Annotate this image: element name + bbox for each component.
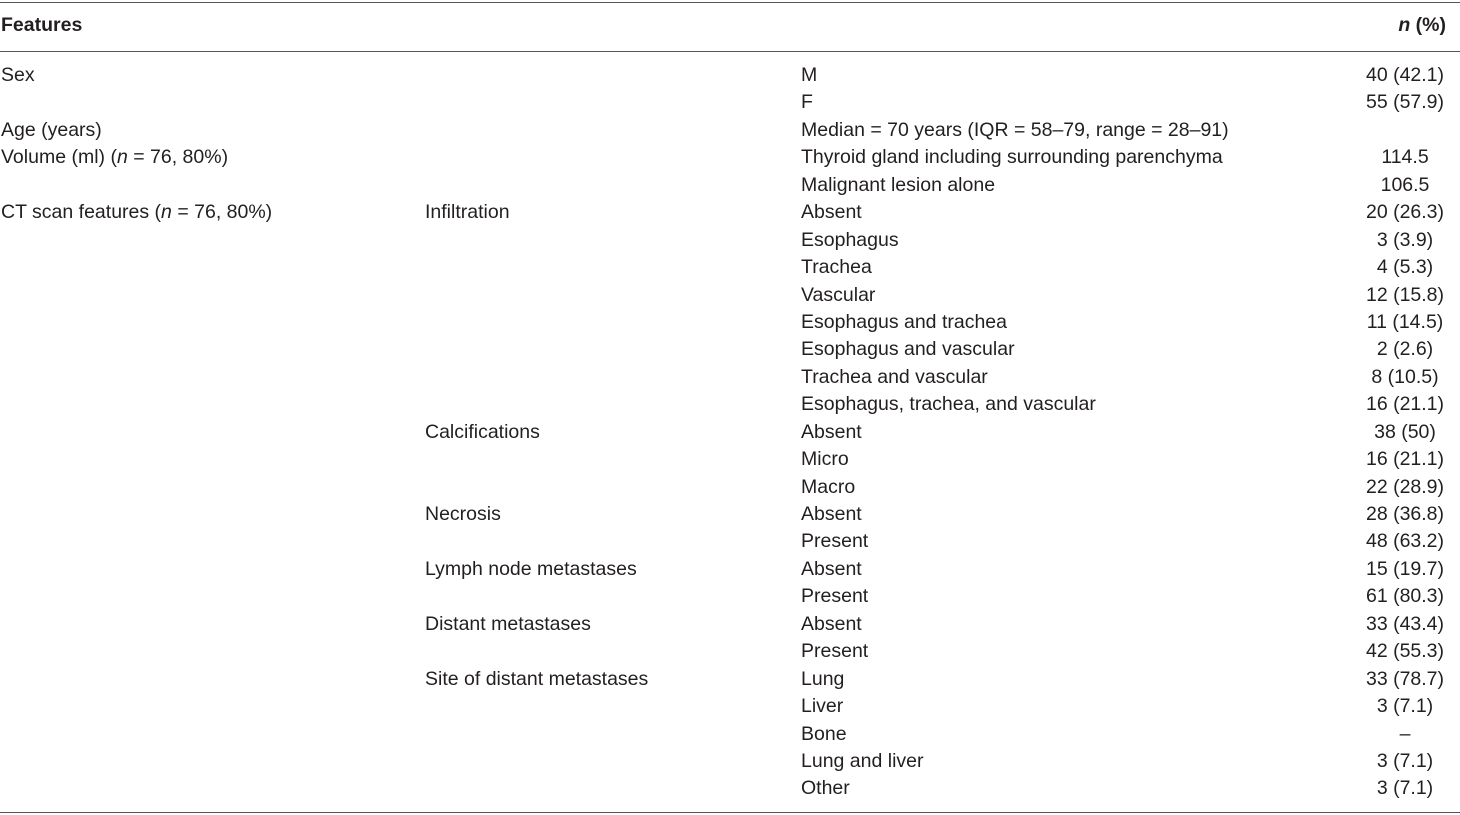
table-row bbox=[0, 199, 1460, 226]
table-row bbox=[0, 117, 1460, 144]
cell-value: 48 (63.2) bbox=[1365, 530, 1445, 553]
table-header-row bbox=[0, 12, 1460, 42]
cell-category: Absent bbox=[801, 557, 862, 580]
header-n-rest: (%) bbox=[1410, 14, 1446, 36]
cell-feature-italic: n bbox=[116, 146, 128, 169]
table-row bbox=[0, 693, 1460, 720]
cell-category: M bbox=[801, 64, 818, 86]
cell-category: Present bbox=[801, 640, 869, 663]
table-row bbox=[0, 309, 1460, 336]
table-row bbox=[0, 336, 1460, 363]
cell-value: 40 (42.1) bbox=[1365, 64, 1445, 86]
cell-feature-post: = 76, 80%) bbox=[171, 201, 273, 224]
cell-value: 16 (21.1) bbox=[1365, 448, 1445, 471]
table-row bbox=[0, 583, 1460, 610]
cell-category: Esophagus bbox=[801, 228, 899, 251]
cell-category: Lung and liver bbox=[801, 749, 924, 772]
cell-category: Esophagus and trachea bbox=[801, 310, 1007, 333]
cell-category: Present bbox=[801, 585, 869, 608]
cell-value: 114.5 bbox=[1381, 146, 1429, 169]
cell-category: Present bbox=[801, 530, 869, 553]
cell-feature-pre: Volume (ml) ( bbox=[1, 146, 117, 169]
header-features: Features bbox=[1, 14, 83, 36]
header-n-italic: n bbox=[1398, 14, 1411, 36]
cell-feature bbox=[1, 199, 272, 226]
table-row bbox=[0, 446, 1460, 473]
table-row bbox=[0, 144, 1460, 171]
cell-category: F bbox=[801, 91, 813, 114]
cell-feature: Sex bbox=[1, 64, 35, 86]
cell-value: 3 (7.1) bbox=[1376, 749, 1434, 772]
table-row bbox=[0, 748, 1460, 775]
table-row bbox=[0, 227, 1460, 254]
cell-value: 2 (2.6) bbox=[1376, 338, 1434, 361]
table-row bbox=[0, 62, 1460, 89]
cell-feature-post: = 76, 80%) bbox=[127, 146, 229, 169]
cell-value: 33 (78.7) bbox=[1365, 667, 1445, 690]
table-row bbox=[0, 666, 1460, 693]
table-row bbox=[0, 419, 1460, 446]
table-header-rule bbox=[0, 51, 1460, 52]
cell-category: Trachea bbox=[801, 256, 872, 279]
cell-category: Absent bbox=[801, 420, 862, 443]
cell-subfeature: Distant metastases bbox=[425, 612, 591, 635]
cell-category: Absent bbox=[801, 201, 862, 224]
cell-category: Median = 70 years (IQR = 58–79, range = 28–91) bbox=[801, 118, 1229, 141]
cell-feature bbox=[1, 144, 228, 171]
cell-value: 15 (19.7) bbox=[1365, 557, 1445, 580]
cell-value: 22 (28.9) bbox=[1365, 475, 1445, 498]
table-row bbox=[0, 89, 1460, 116]
cell-feature-italic: n bbox=[161, 201, 172, 224]
cell-category: Liver bbox=[801, 695, 844, 718]
cell-value: 16 (21.1) bbox=[1365, 393, 1445, 416]
cell-subfeature: Site of distant metastases bbox=[425, 667, 649, 690]
cell-category: Lung bbox=[801, 667, 845, 690]
table-row bbox=[0, 528, 1460, 555]
cell-category: Macro bbox=[801, 475, 856, 498]
cell-category: Esophagus, trachea, and vascular bbox=[801, 393, 1096, 416]
cell-value: 3 (3.9) bbox=[1376, 228, 1434, 251]
cell-category: Bone bbox=[801, 722, 847, 745]
cell-value: 20 (26.3) bbox=[1365, 201, 1445, 224]
cell-category: Malignant lesion alone bbox=[801, 173, 996, 196]
cell-subfeature: Lymph node metastases bbox=[425, 557, 637, 580]
cell-value: 61 (80.3) bbox=[1365, 585, 1445, 608]
cell-value: 3 (7.1) bbox=[1376, 695, 1434, 718]
cell-value: 55 (57.9) bbox=[1365, 91, 1445, 114]
cell-category: Thyroid gland including surrounding parenchyma bbox=[801, 146, 1223, 169]
cell-value: 8 (10.5) bbox=[1371, 365, 1439, 388]
header-n-percent bbox=[1398, 14, 1446, 37]
cell-value: 11 (14.5) bbox=[1366, 310, 1444, 333]
cell-category: Vascular bbox=[801, 283, 876, 306]
table-row bbox=[0, 775, 1460, 802]
cell-value: 38 (50) bbox=[1374, 420, 1436, 443]
cell-category: Absent bbox=[801, 503, 862, 525]
cell-value: 12 (15.8) bbox=[1365, 283, 1445, 306]
cell-subfeature: Calcifications bbox=[425, 420, 540, 443]
cell-category: Trachea and vascular bbox=[801, 365, 988, 388]
cell-category: Other bbox=[801, 777, 850, 800]
cell-category: Micro bbox=[801, 448, 849, 471]
cell-value: 28 (36.8) bbox=[1365, 503, 1445, 525]
cell-value: 42 (55.3) bbox=[1365, 640, 1445, 663]
cell-category: Absent bbox=[801, 612, 862, 635]
table-row bbox=[0, 364, 1460, 391]
table-row bbox=[0, 611, 1460, 638]
cell-subfeature: Infiltration bbox=[425, 201, 510, 224]
table-row bbox=[0, 172, 1460, 199]
cell-value: 3 (7.1) bbox=[1376, 777, 1434, 800]
table-bottom-rule bbox=[0, 812, 1460, 813]
table-row bbox=[0, 501, 1460, 528]
cell-feature-pre: CT scan features ( bbox=[1, 201, 162, 224]
table-row bbox=[0, 391, 1460, 418]
table-top-rule bbox=[0, 2, 1460, 3]
table-row bbox=[0, 474, 1460, 501]
cell-value: 4 (5.3) bbox=[1376, 256, 1434, 279]
table-row bbox=[0, 721, 1460, 748]
table-row bbox=[0, 638, 1460, 665]
cell-value: – bbox=[1399, 722, 1411, 745]
cell-category: Esophagus and vascular bbox=[801, 338, 1015, 361]
cell-value: 33 (43.4) bbox=[1365, 612, 1445, 635]
cell-feature: Age (years) bbox=[1, 118, 102, 141]
table-body bbox=[0, 62, 1460, 803]
cell-value: 106.5 bbox=[1380, 173, 1430, 196]
table-row bbox=[0, 282, 1460, 309]
table-row bbox=[0, 556, 1460, 583]
cell-subfeature: Necrosis bbox=[425, 503, 501, 525]
table-row bbox=[0, 254, 1460, 281]
